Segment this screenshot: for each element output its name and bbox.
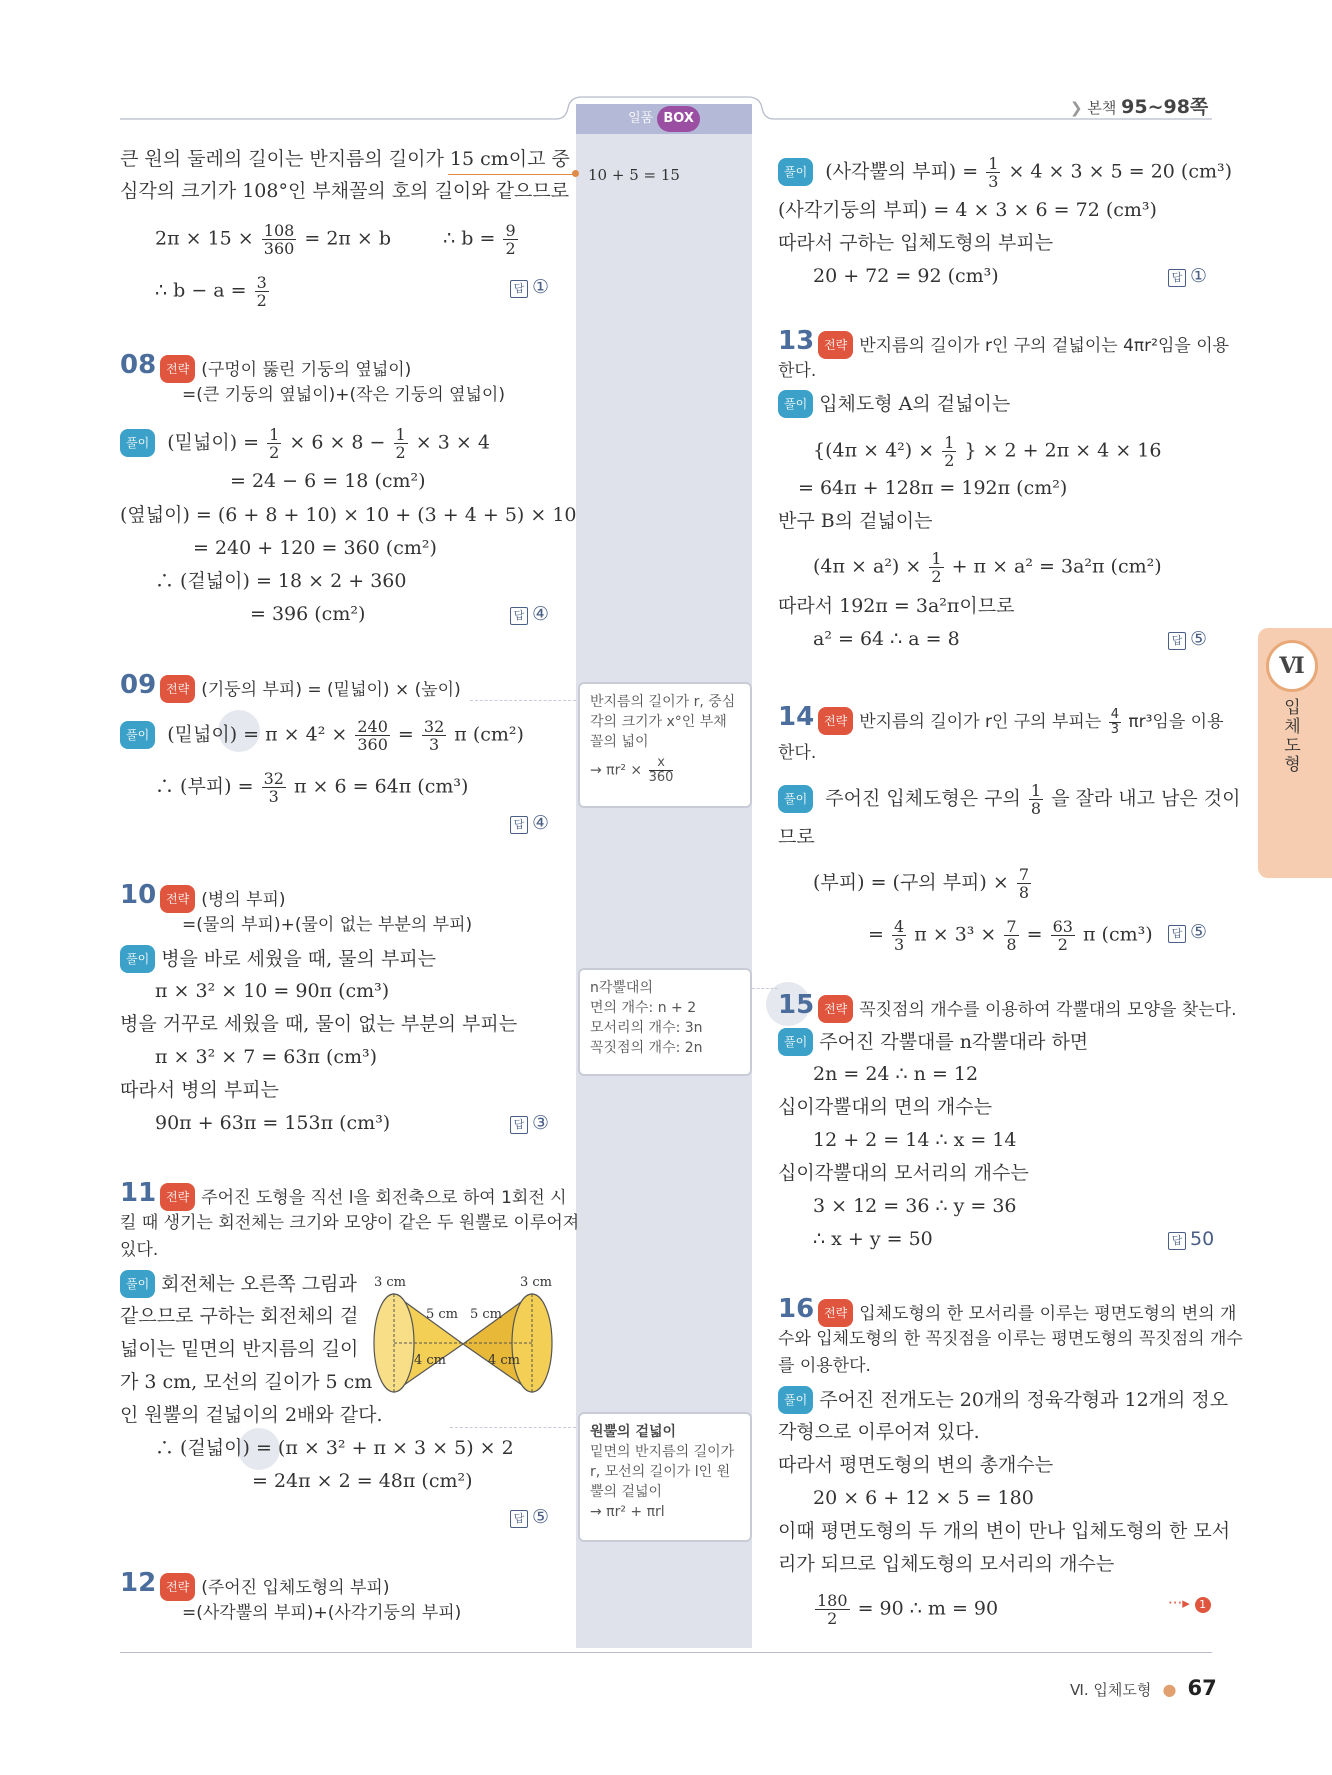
strategy-tag: 전략 <box>818 331 853 359</box>
problem-number: 10 <box>120 880 157 910</box>
text-line: 므로 <box>778 826 815 848</box>
equation-line: {(4π × 4²) × $\frac{1}{2}$ } × 2 + 2π × 4 × 16 <box>813 433 1162 470</box>
equation-line: ∴ x + y = 50 <box>813 1228 933 1250</box>
strategy-line <box>160 355 411 383</box>
text-line: 심각의 크기가 108°인 부채꼴의 호의 길이와 같으므로 <box>120 180 570 202</box>
strategy-line: 전략 반지름의 길이가 r인 구의 겉넓이는 4πr²임을 이용 <box>818 331 1229 359</box>
answer-value: ④ <box>532 603 550 625</box>
equation-line: = 240 + 120 = 360 (cm²) <box>193 537 437 559</box>
strategy-line: 전략 (기둥의 부피) = (밑넓이) × (높이) <box>160 675 461 703</box>
answer-value: ① <box>1190 265 1208 287</box>
strategy-tag: 전략 <box>818 995 853 1023</box>
answer-mark <box>510 276 549 298</box>
answer-icon: 답 <box>510 280 528 298</box>
equation-line: π × 3² × 10 = 90π (cm³) <box>155 980 390 1002</box>
answer-icon: 답 <box>510 607 528 625</box>
page-reference <box>1070 92 1208 119</box>
text-line: 십이각뿔대의 면의 개수는 <box>778 1096 992 1118</box>
figure-label: 5 cm <box>426 1307 459 1322</box>
text-line: 인 원뿔의 겉넓이의 2배와 같다. <box>120 1404 383 1426</box>
footer-separator: ● <box>1162 1680 1177 1699</box>
chapter-roman-badge: Ⅵ <box>1266 640 1318 692</box>
answer-icon: 답 <box>1168 269 1186 287</box>
strategy-text: 수와 입체도형의 한 꼭짓점을 이루는 평면도형의 꼭짓점의 개수 <box>778 1329 1243 1349</box>
answer-icon: 답 <box>1168 1232 1186 1250</box>
equation-line: 20 × 6 + 12 × 5 = 180 <box>813 1487 1034 1509</box>
equation-line: π × 3² × 7 = 63π (cm³) <box>155 1046 378 1068</box>
math-text: ∴ b = <box>443 227 496 250</box>
solution-line: 풀이 (밑넓이) = π × 4² × $\frac{240}{360}$ = $\frac{32}{3}$ π (cm²) <box>120 718 524 753</box>
text-line: 리가 되므로 입체도형의 모서리의 개수는 <box>778 1553 1115 1575</box>
answer-icon: 답 <box>510 816 528 834</box>
strategy-line: 전략 입체도형의 한 모서리를 이루는 평면도형의 변의 개 <box>818 1299 1236 1327</box>
strategy-tag: 전략 <box>160 885 195 913</box>
strategy-text: =(큰 기둥의 옆넓이)+(작은 기둥의 옆넓이) <box>182 385 505 405</box>
strategy-text: (구멍이 뚫린 기둥의 옆넓이) <box>201 360 412 380</box>
footer <box>1070 1676 1217 1700</box>
solution-tag: 풀이 <box>120 945 155 973</box>
text-line: 따라서 평면도형의 변의 총개수는 <box>778 1454 1054 1476</box>
answer-icon: 답 <box>1168 632 1186 650</box>
answer-mark <box>1168 921 1207 943</box>
solution-tag: 풀이 <box>778 785 813 813</box>
equation-line: a² = 64 ∴ a = 8 <box>813 628 960 650</box>
answer-value: ③ <box>532 1112 550 1134</box>
problem-number: 16 <box>778 1294 815 1324</box>
side-note-frustum: n각뿔대의 면의 개수: n + 2 모서리의 개수: 3n 꼭짓점의 개수: 2n <box>578 968 752 1076</box>
text-line: 따라서 병의 부피는 <box>120 1079 279 1101</box>
equation-line <box>155 274 271 309</box>
figure-label: 3 cm <box>374 1275 407 1290</box>
solution-line: 풀이 (밑넓이) = $\frac{1}{2}$ × 6 × 8 − $\frac{1}{2}$ × 3 × 4 <box>120 426 490 461</box>
strategy-text: =(사각뿔의 부피)+(사각기둥의 부피) <box>182 1603 462 1623</box>
text-line: 십이각뿔대의 모서리의 개수는 <box>778 1162 1029 1184</box>
next-number-badge: 1 <box>1195 1597 1211 1613</box>
equation-line: 2n = 24 ∴ n = 12 <box>813 1063 979 1085</box>
footer-rule <box>120 1652 1212 1653</box>
strategy-tag: 전략 <box>818 707 853 735</box>
page-reference-pages: 95~98쪽 <box>1121 96 1209 118</box>
problem-number: 09 <box>120 670 157 700</box>
math-text: = 2π × b <box>304 227 392 250</box>
connector-line <box>448 174 576 175</box>
strategy-line: 전략 반지름의 길이가 r인 구의 부피는 $\frac{4}{3}$ πr³임을 이용 <box>818 707 1224 737</box>
answer-value: ④ <box>532 812 550 834</box>
equation-line: ∴ (겉넓이) = (π × 3² + π × 3 × 5) × 2 <box>155 1437 514 1459</box>
strategy-line: 전략 (병의 부피) <box>160 885 286 913</box>
equation-line: 3 × 12 = 36 ∴ y = 36 <box>813 1195 1017 1217</box>
equation-line: ∴ (겉넓이) = 18 × 2 + 360 <box>155 570 407 592</box>
strategy-tag: 전략 <box>160 1573 195 1601</box>
continue-marker <box>1168 1594 1211 1613</box>
figure-label: 3 cm <box>520 1275 553 1290</box>
solution-tag: 풀이 <box>778 1386 813 1414</box>
solution-line: 풀이 (사각뿔의 부피) = $\frac{1}{3}$ × 4 × 3 × 5 = 20 (cm³) <box>778 155 1232 190</box>
strategy-text: 있다. <box>120 1240 159 1260</box>
answer-mark <box>510 1506 549 1528</box>
box-label-prefix: 일품 <box>628 111 654 126</box>
solution-line: 풀이 주어진 입체도형은 구의 $\frac{1}{8}$ 을 잘라 내고 남은 것이 <box>778 782 1241 817</box>
text-line: 따라서 192π = 3a²π이므로 <box>778 595 1015 617</box>
footer-chapter: Ⅵ. 입체도형 <box>1070 1681 1152 1699</box>
problem-number: 14 <box>778 702 815 732</box>
answer-mark <box>510 603 549 625</box>
figure-label: 4 cm <box>414 1353 447 1368</box>
strategy-line: 전략 (주어진 입체도형의 부피) <box>160 1573 389 1601</box>
equation-line: ∴ (부피) = $\frac{32}{3}$ π × 6 = 64π (cm³) <box>155 769 469 806</box>
text-line: 이때 평면도형의 두 개의 변이 만나 입체도형의 한 모서 <box>778 1520 1231 1542</box>
double-cone-figure <box>370 1272 556 1400</box>
box-badge: BOX <box>657 106 700 132</box>
answer-icon: 답 <box>1168 925 1186 943</box>
connector-dashed-line <box>470 700 576 701</box>
equation-line: (사각기둥의 부피) = 4 × 3 × 6 = 72 (cm³) <box>778 199 1157 221</box>
fraction: $\frac{3}{2}$ <box>256 273 267 310</box>
equation-line: = 24π × 2 = 48π (cm²) <box>252 1470 473 1492</box>
strategy-tag: 전략 <box>160 355 195 383</box>
text-line: 가 3 cm, 모선의 길이가 5 cm <box>120 1371 373 1393</box>
strategy-line: 전략 주어진 도형을 직선 l을 회전축으로 하여 1회전 시 <box>160 1183 567 1211</box>
answer-icon: 답 <box>510 1116 528 1134</box>
equation-line: 12 + 2 = 14 ∴ x = 14 <box>813 1129 1017 1151</box>
answer-value: ⑤ <box>532 1506 550 1528</box>
solution-line: 풀이 입체도형 A의 겉넓이는 <box>778 390 1010 418</box>
equation-line: = 64π + 128π = 192π (cm²) <box>798 477 1068 499</box>
fraction: $\frac{108}{360}$ <box>263 221 295 258</box>
answer-mark <box>1168 1228 1214 1250</box>
side-note-sector-area: 반지름의 길이가 r, 중심 각의 크기가 x°인 부채 꼴의 넓이 → πr² × $\frac{x}{360}$ <box>578 682 752 808</box>
solution-tag: 풀이 <box>120 429 155 457</box>
figure-label: 4 cm <box>488 1353 521 1368</box>
problem-number: 08 <box>120 350 157 380</box>
answer-value: ⑤ <box>1190 628 1208 650</box>
solution-line: 풀이 회전체는 오른쪽 그림과 <box>120 1270 357 1298</box>
page-number: 67 <box>1187 1676 1217 1700</box>
text-line: 각형으로 이루어져 있다. <box>778 1421 980 1443</box>
solution-tag: 풀이 <box>120 721 155 749</box>
connector-dashed-line <box>450 1427 576 1428</box>
chevron-right-icon: ❯ <box>1070 99 1083 117</box>
page-reference-prefix: 본책 <box>1087 99 1117 117</box>
connector-dashed-line <box>752 988 778 989</box>
solution-tag: 풀이 <box>778 158 813 186</box>
equation-line: 20 + 72 = 92 (cm³) <box>813 265 999 287</box>
strategy-tag: 전략 <box>818 1299 853 1327</box>
problem-number: 13 <box>778 326 815 356</box>
chapter-side-tab <box>1258 628 1332 878</box>
math-text: 2π × 15 × <box>155 227 254 250</box>
fraction: $\frac{9}{2}$ <box>505 221 516 258</box>
text-line: 넓이는 밑면의 반지름의 길이 <box>120 1338 359 1360</box>
equation-line: (4π × a²) × $\frac{1}{2}$ + π × a² = 3a²π (cm²) <box>813 549 1162 586</box>
text-line: 따라서 구하는 입체도형의 부피는 <box>778 232 1054 254</box>
answer-value: ① <box>532 276 550 298</box>
equation-line: (옆넓이) = (6 + 8 + 10) × 10 + (3 + 4 + 5) × 10 <box>120 504 577 526</box>
solution-line: 풀이 주어진 각뿔대를 n각뿔대라 하면 <box>778 1028 1088 1056</box>
equation-line: = $\frac{4}{3}$ π × 3³ × $\frac{7}{8}$ = $\frac{63}{2}$ π (cm³) <box>868 917 1153 954</box>
problem-number: 12 <box>120 1568 157 1598</box>
chapter-vertical-label: 입체도형 <box>1280 698 1300 774</box>
strategy-tag: 전략 <box>160 1183 195 1211</box>
connector-dot-icon <box>572 170 579 177</box>
answer-mark <box>1168 265 1207 287</box>
answer-value: 50 <box>1190 1228 1215 1250</box>
problem-number: 11 <box>120 1178 157 1208</box>
text-line: 같으므로 구하는 회전체의 겉 <box>120 1305 359 1327</box>
strategy-text: =(물의 부피)+(물이 없는 부분의 부피) <box>182 915 473 935</box>
strategy-text: 한다. <box>778 361 817 381</box>
strategy-tag: 전략 <box>160 675 195 703</box>
problem-number: 15 <box>778 990 815 1020</box>
equation-line: $\frac{180}{2}$ = 90 ∴ m = 90 <box>817 1591 999 1628</box>
text-line: 반구 B의 겉넓이는 <box>778 510 933 532</box>
answer-mark <box>510 812 549 834</box>
solution-line: 풀이 병을 바로 세웠을 때, 물의 부피는 <box>120 945 436 973</box>
equation-line: 90π + 63π = 153π (cm³) <box>155 1112 391 1134</box>
text-line: 큰 원의 둘레의 길이는 반지름의 길이가 15 cm이고 중 <box>120 148 570 170</box>
solution-tag: 풀이 <box>778 390 813 418</box>
figure-label: 5 cm <box>470 1307 503 1322</box>
answer-mark <box>1168 628 1207 650</box>
equation-line: = 396 (cm²) <box>250 603 366 625</box>
equation-line <box>155 222 520 257</box>
side-calculation: 10 + 5 = 15 <box>588 166 680 184</box>
solution-tag: 풀이 <box>778 1028 813 1056</box>
equation-line: = 24 − 6 = 18 (cm²) <box>230 470 426 492</box>
solution-tag: 풀이 <box>120 1270 155 1298</box>
strategy-text: 한다. <box>778 743 817 763</box>
strategy-text: 를 이용한다. <box>778 1356 871 1376</box>
text-line: 병을 거꾸로 세웠을 때, 물이 없는 부분의 부피는 <box>120 1013 518 1035</box>
answer-icon: 답 <box>510 1510 528 1528</box>
answer-value: ⑤ <box>1190 921 1208 943</box>
strategy-text: 킬 때 생기는 회전체는 크기와 모양이 같은 두 원뿔로 이루어져 <box>120 1213 580 1233</box>
math-text: ∴ b − a = <box>155 279 247 302</box>
solution-line: 풀이 주어진 전개도는 20개의 정육각형과 12개의 정오 <box>778 1386 1228 1414</box>
box-label <box>576 104 752 134</box>
answer-mark <box>510 1112 549 1134</box>
equation-line: (부피) = (구의 부피) × $\frac{7}{8}$ <box>813 865 1030 902</box>
dotted-arrow-icon: ···▸ <box>1168 1594 1190 1612</box>
side-note-cone-surface: 원뿔의 겉넓이 밑면의 반지름의 길이가 r, 모선의 길이가 l인 원 뿔의 겉넓이 → πr² + πrl <box>578 1412 752 1542</box>
strategy-line: 전략 꼭짓점의 개수를 이용하여 각뿔대의 모양을 찾는다. <box>818 995 1236 1023</box>
